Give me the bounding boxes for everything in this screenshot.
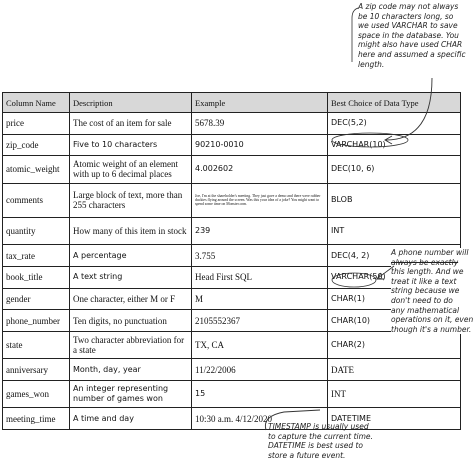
cell-column-name: quantity: [3, 217, 70, 244]
annotation-line: DATETIME is best used to: [268, 441, 363, 451]
cell-description: Five to 10 characters: [70, 134, 192, 156]
zip-annotation-bracket: [352, 8, 358, 62]
cell-example: 3.755: [192, 245, 328, 267]
annotation-line: always be exactly: [391, 257, 459, 267]
cell-column-name: atomic_weight: [3, 156, 70, 183]
cell-description: A percentage: [70, 245, 192, 267]
varchar-circle: [332, 133, 408, 147]
cell-data-type: VARCHAR(50): [328, 266, 461, 288]
cell-description: Ten digits, no punctuation: [70, 310, 192, 332]
cell-description: Atomic weight of an element with up to 6 decimal places: [70, 156, 192, 183]
header-description: Description: [70, 93, 192, 113]
datetime-arrow: [265, 410, 320, 430]
cell-description: The cost of an item for sale: [70, 113, 192, 135]
header-column-name: Column Name: [3, 93, 70, 113]
cell-column-name: tax_rate: [3, 245, 70, 267]
annotation-line: A phone number will: [391, 248, 469, 257]
annotation-line: store a future event.: [268, 450, 346, 460]
cell-example: 10:30 a.m. 4/12/2020: [192, 408, 328, 430]
cell-data-type: DEC(5,2): [328, 113, 461, 135]
annotation-line: string because we: [391, 286, 460, 296]
cell-example: M: [192, 288, 328, 310]
annotation-line: we used VARCHAR to save: [358, 21, 458, 31]
annotation-line: treat it like a text: [391, 276, 457, 286]
cell-description: Large block of text, more than 255 characters: [70, 183, 192, 217]
cell-data-type: DEC(10, 6): [328, 156, 461, 183]
annotation-line: to capture the current time.: [268, 431, 373, 441]
annotation-line: any mathematical: [391, 305, 460, 315]
cell-example: 90210-0010: [192, 134, 328, 156]
cell-description: How many of this item in stock: [70, 217, 192, 244]
annotation-line: space in the database. You: [358, 30, 459, 40]
cell-example: 4.002602: [192, 156, 328, 183]
cell-column-name: state: [3, 331, 70, 358]
annotation-line: here and assumed a specific: [358, 49, 466, 59]
cell-description: A text string: [70, 266, 192, 288]
cell-description: A time and day: [70, 408, 192, 430]
cell-data-type: INT: [328, 380, 461, 407]
cell-example: 5678.39: [192, 113, 328, 135]
header-data-type: Best Choice of Data Type: [328, 93, 461, 113]
annotation-line: TIMESTAMP is usually used: [268, 422, 369, 431]
cell-column-name: book_title: [3, 266, 70, 288]
cell-column-name: comments: [3, 183, 70, 217]
cell-column-name: gender: [3, 288, 70, 310]
cell-column-name: meeting_time: [3, 408, 70, 430]
cell-column-name: anniversary: [3, 359, 70, 381]
cell-data-type: BLOB: [328, 183, 461, 217]
annotation-line: don't need to do: [391, 295, 453, 305]
phone-arrow: [378, 266, 394, 278]
cell-example: 11/22/2006: [192, 359, 328, 381]
cell-example: 239: [192, 217, 328, 244]
annotation-line: operations on it, even: [391, 315, 474, 325]
cell-data-type: DATE: [328, 359, 461, 381]
annotation-line: length.: [358, 59, 385, 69]
cell-example: TX, CA: [192, 331, 328, 358]
cell-example: 15: [192, 380, 328, 407]
annotation-line: though it's a number.: [391, 324, 472, 334]
cell-data-type: CHAR(10): [328, 310, 461, 332]
cell-description: Two character abbreviation for a state: [70, 331, 192, 358]
annotation-line: be 10 characters long, so: [358, 11, 454, 21]
cell-example: Head First SQL: [192, 266, 328, 288]
char10-circle: [332, 273, 376, 287]
cell-column-name: games_won: [3, 380, 70, 407]
cell-description: An integer representing number of games won: [70, 380, 192, 407]
zip-arrow: [386, 78, 432, 140]
cell-description: Month, day, year: [70, 359, 192, 381]
cell-example: 2105552367: [192, 310, 328, 332]
cell-column-name: price: [3, 113, 70, 135]
cell-data-type: DATETIME: [328, 408, 461, 430]
cell-data-type: CHAR(1): [328, 288, 461, 310]
header-example: Example: [192, 93, 328, 113]
cell-data-type: CHAR(2): [328, 331, 461, 358]
cell-column-name: phone_number: [3, 310, 70, 332]
cell-data-type: VARCHAR(10): [328, 134, 461, 156]
cell-column-name: zip_code: [3, 134, 70, 156]
cell-example: Joe, I'm at the shareholder's meeting. They just gave a demo and there were rubber duckies flying around the screen. Was this your idea of a joke? You might want to spend some time on Monster.com.: [192, 183, 328, 217]
annotation-line: A zip code may not always: [358, 2, 459, 11]
annotation-line: might also have used CHAR: [358, 40, 463, 50]
cell-data-type: INT: [328, 217, 461, 244]
annotation-line: this length. And we: [391, 267, 464, 277]
cell-data-type: DEC(4, 2): [328, 245, 461, 267]
cell-description: One character, either M or F: [70, 288, 192, 310]
